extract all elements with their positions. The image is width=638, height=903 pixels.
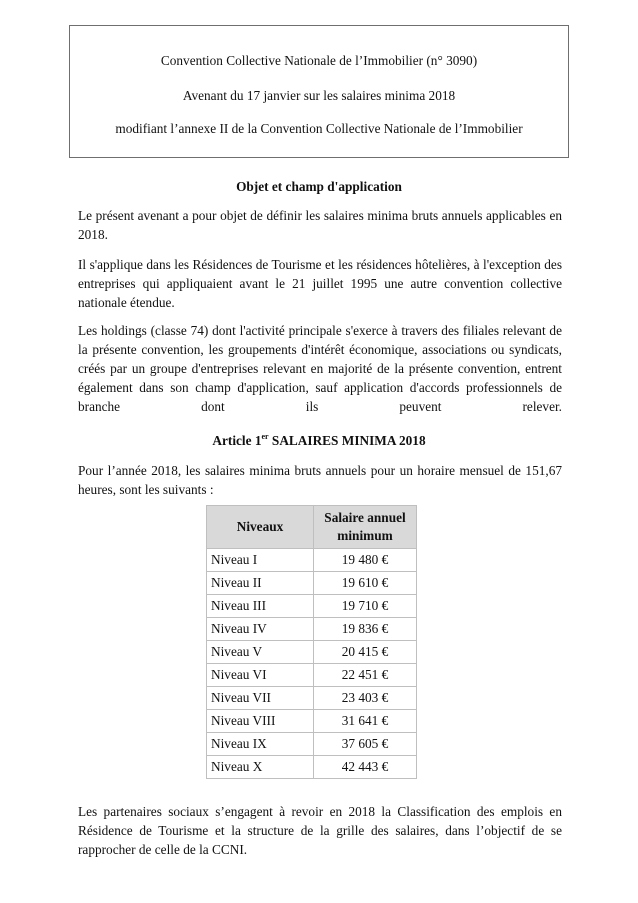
objet-title: Objet et champ d'application [236,179,402,194]
header-line-3: modifiant l’annexe II de la Convention Collective Nationale de l’Immobilier [115,121,523,136]
table-row [207,664,417,687]
table-row [207,733,417,756]
table-row [207,595,417,618]
amount-cell: 19 710 € [314,595,417,618]
amount-cell: 19 480 € [314,549,417,572]
level-cell: Niveau VI [207,664,314,687]
amount-cell: 19 836 € [314,618,417,641]
article-title-rest: SALAIRES MINIMA 2018 [268,433,426,448]
table-row [207,641,417,664]
objet-paragraph-1: Le présent avenant a pour objet de définir les salaires minima bruts annuels applicables en 2018. [78,208,562,242]
level-cell: Niveau VIII [207,710,314,733]
level-cell: Niveau X [207,756,314,779]
table-header-row [207,506,417,549]
header-line-1: Convention Collective Nationale de l’Immobilier (n° 3090) [160,53,478,68]
amount-cell: 42 443 € [314,756,417,779]
objet-paragraph-2: Il s'applique dans les Résidences de Tourisme et les résidences hôtelières, à l'exception des entreprises qui appliquaient avant le 21 juillet 1995 une autre convention collective nationale étendue. [78,257,562,310]
level-cell: Niveau VII [207,687,314,710]
amount-cell: 23 403 € [314,687,417,710]
article-title [0,431,638,450]
level-cell: Niveau II [207,572,314,595]
amount-cell: 22 451 € [314,664,417,687]
amount-cell: 31 641 € [314,710,417,733]
article-title-sup: er [261,432,269,441]
col-header-salary: Salaire annuel minimum [314,506,417,549]
amount-cell: 20 415 € [314,641,417,664]
table-row [207,572,417,595]
header-box [69,25,569,158]
table-row [207,710,417,733]
salary-table [206,505,417,779]
closing-paragraph: Les partenaires sociaux s’engagent à revoir en 2018 la Classification des emplois en Résidence de Tourisme et la structure de la grille des salaires, dans l’objectif de se rapprocher de celle de la CCNI. [78,804,562,857]
amount-cell: 37 605 € [314,733,417,756]
level-cell: Niveau I [207,549,314,572]
table-row [207,618,417,641]
table-row [207,756,417,779]
header-line-2: Avenant du 17 janvier sur les salaires minima 2018 [182,88,456,103]
table-row [207,549,417,572]
level-cell: Niveau V [207,641,314,664]
level-cell: Niveau IV [207,618,314,641]
objet-paragraph-3: Les holdings (classe 74) dont l'activité principale s'exerce à travers des filiales relevant de la présente convention, les groupements d'intérêt économique, associations ou syndicats, créés par un groupe d'entreprises relevant en majorité de la présente convention, entrent également dans son champ d'application, sauf application d'accords professionnels de branche dont ils peuvent relever. [78,323,562,414]
amount-cell: 19 610 € [314,572,417,595]
level-cell: Niveau III [207,595,314,618]
article-title-prefix: Article 1 [212,433,262,448]
level-cell: Niveau IX [207,733,314,756]
col-header-levels: Niveaux [207,506,314,549]
table-row [207,687,417,710]
article-intro: Pour l’année 2018, les salaires minima bruts annuels pour un horaire mensuel de 151,67 heures, sont les suivants : [78,463,562,497]
